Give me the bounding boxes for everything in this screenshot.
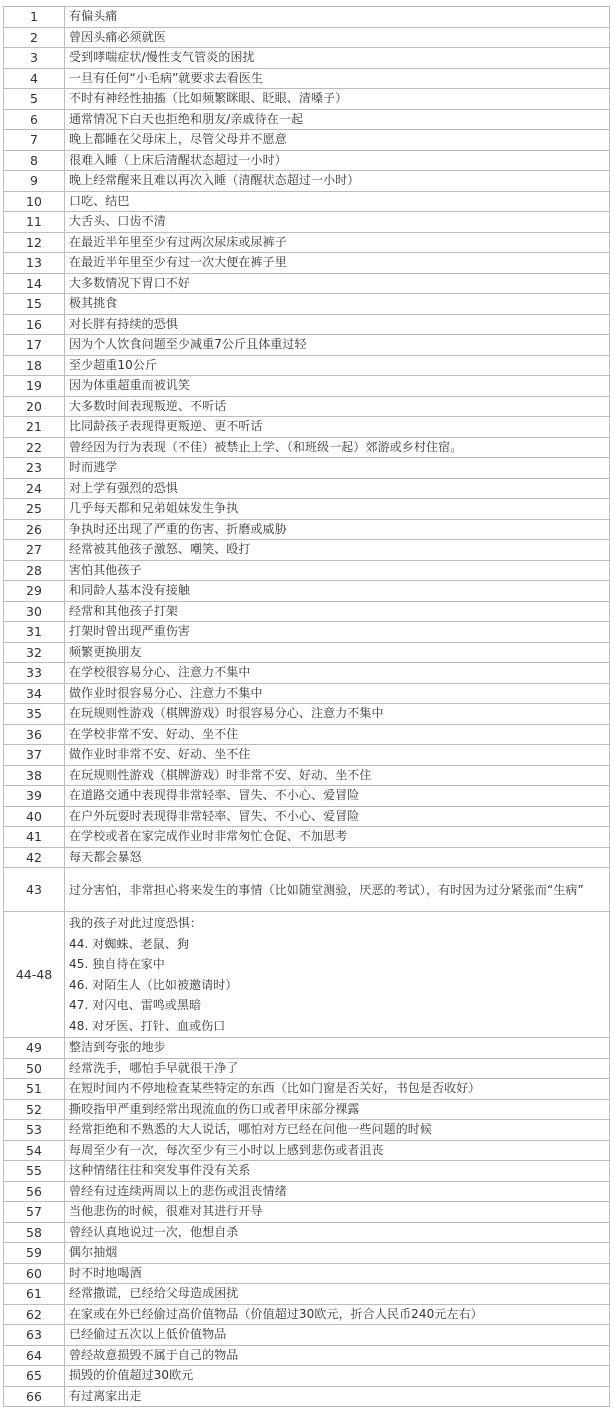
row-number: 52 <box>4 1099 65 1120</box>
row-text: 受到哮喘症状/慢性支气管炎的困扰 <box>65 48 610 69</box>
table-row <box>4 273 610 294</box>
row-number: 17 <box>4 335 65 356</box>
table-row <box>4 827 610 848</box>
row-number: 64 <box>4 1345 65 1366</box>
table-row <box>4 868 610 912</box>
row-text: 晚上经常醒来且难以再次入睡（清醒状态超过一小时） <box>65 171 610 192</box>
row-text: 在道路交通中表现得非常轻率、冒失、不小心、爱冒险 <box>65 786 610 807</box>
row-text: 大多数情况下胃口不好 <box>65 273 610 294</box>
row-number: 61 <box>4 1284 65 1305</box>
row-number: 1 <box>4 7 65 28</box>
row-number: 28 <box>4 560 65 581</box>
table-row <box>4 171 610 192</box>
table-row <box>4 130 610 151</box>
table-row <box>4 683 610 704</box>
table-row <box>4 212 610 233</box>
row-number: 41 <box>4 827 65 848</box>
row-number: 12 <box>4 232 65 253</box>
row-number: 25 <box>4 499 65 520</box>
table-row <box>4 912 610 1038</box>
row-number: 8 <box>4 150 65 171</box>
row-number: 23 <box>4 458 65 479</box>
row-text: 曾经认真地说过一次，他想自杀 <box>65 1222 610 1243</box>
row-number: 24 <box>4 478 65 499</box>
row-text: 已经偷过五次以上低价值物品 <box>65 1325 610 1346</box>
row-number: 33 <box>4 663 65 684</box>
row-text: 过分害怕，非常担心将来发生的事情（比如随堂测验，厌恶的考试），有时因为过分紧张而“生病” <box>65 868 610 912</box>
row-number: 66 <box>4 1386 65 1407</box>
row-number: 60 <box>4 1263 65 1284</box>
table-row <box>4 1099 610 1120</box>
row-text: 在最近半年里至少有过两次尿床或尿裤子 <box>65 232 610 253</box>
table-row <box>4 1366 610 1387</box>
row-number: 15 <box>4 294 65 315</box>
table-row <box>4 27 610 48</box>
table-row <box>4 847 610 868</box>
row-text: 整洁到夸张的地步 <box>65 1038 610 1059</box>
table-row <box>4 396 610 417</box>
row-number: 10 <box>4 191 65 212</box>
row-number: 38 <box>4 765 65 786</box>
row-text: 在最近半年里至少有过一次大便在裤子里 <box>65 253 610 274</box>
table-row <box>4 540 610 561</box>
row-text: 经常洗手，哪怕手早就很干净了 <box>65 1058 610 1079</box>
table-row <box>4 109 610 130</box>
table-row <box>4 1243 610 1264</box>
row-number: 20 <box>4 396 65 417</box>
row-number: 50 <box>4 1058 65 1079</box>
row-number: 29 <box>4 581 65 602</box>
table-row <box>4 89 610 110</box>
row-text: 有过离家出走 <box>65 1386 610 1407</box>
row-number: 56 <box>4 1181 65 1202</box>
row-number: 2 <box>4 27 65 48</box>
table-row <box>4 1386 610 1407</box>
table-row <box>4 499 610 520</box>
table-row <box>4 355 610 376</box>
table-row <box>4 458 610 479</box>
group-item: 48. 对牙医、打针、血或伤口 <box>69 1018 226 1033</box>
row-text: 每天都会暴怒 <box>65 847 610 868</box>
table-row <box>4 191 610 212</box>
row-text: 损毁的价值超过30欧元 <box>65 1366 610 1387</box>
row-number: 42 <box>4 847 65 868</box>
row-number: 54 <box>4 1140 65 1161</box>
row-text: 打架时曾出现严重伤害 <box>65 622 610 643</box>
row-text: 在家或在外已经偷过高价值物品（价值超过30欧元，折合人民币240元左右） <box>65 1304 610 1325</box>
table-row <box>4 1345 610 1366</box>
table-row <box>4 1304 610 1325</box>
row-number: 63 <box>4 1325 65 1346</box>
row-number: 6 <box>4 109 65 130</box>
row-text: 做作业时非常不安、好动、坐不住 <box>65 745 610 766</box>
table-row <box>4 1058 610 1079</box>
table-row <box>4 581 610 602</box>
row-number: 59 <box>4 1243 65 1264</box>
row-number: 18 <box>4 355 65 376</box>
row-text: 比同龄孩子表现得更叛逆、更不听话 <box>65 417 610 438</box>
row-text: 偶尔抽烟 <box>65 1243 610 1264</box>
row-text: 一旦有任何“小毛病”就要求去看医生 <box>65 68 610 89</box>
row-number: 11 <box>4 212 65 233</box>
row-number: 9 <box>4 171 65 192</box>
table-row <box>4 1263 610 1284</box>
row-text: 几乎每天都和兄弟姐妹发生争执 <box>65 499 610 520</box>
table-row <box>4 745 610 766</box>
row-number: 30 <box>4 601 65 622</box>
row-text: 在玩规则性游戏（棋牌游戏）时非常不安、好动、坐不住 <box>65 765 610 786</box>
row-text: 对上学有强烈的恐惧 <box>65 478 610 499</box>
table-row <box>4 417 610 438</box>
row-text: 争执时还出现了严重的伤害、折磨或威胁 <box>65 519 610 540</box>
row-text: 曾经有过连续两周以上的悲伤或沮丧情绪 <box>65 1181 610 1202</box>
table-row <box>4 642 610 663</box>
row-text: 时而逃学 <box>65 458 610 479</box>
row-text: 每周至少有一次，每次至少有三小时以上感到悲伤或者沮丧 <box>65 1140 610 1161</box>
row-number: 36 <box>4 724 65 745</box>
row-text: 在玩规则性游戏（棋牌游戏）时很容易分心、注意力不集中 <box>65 704 610 725</box>
row-text: 对长胖有持续的恐惧 <box>65 314 610 335</box>
row-text: 很难入睡（上床后清醒状态超过一小时） <box>65 150 610 171</box>
row-text: 经常被其他孩子激怒、嘲笑、殴打 <box>65 540 610 561</box>
table-row <box>4 663 610 684</box>
row-number: 35 <box>4 704 65 725</box>
row-text-group <box>65 912 610 1038</box>
row-text: 通常情况下白天也拒绝和朋友/亲戚待在一起 <box>65 109 610 130</box>
row-text: 撕咬指甲严重到经常出现流血的伤口或者甲床部分裸露 <box>65 1099 610 1120</box>
row-number: 43 <box>4 868 65 912</box>
table-row <box>4 1325 610 1346</box>
row-number: 37 <box>4 745 65 766</box>
table-row <box>4 294 610 315</box>
row-text: 时不时地喝酒 <box>65 1263 610 1284</box>
group-item: 45. 独自待在家中 <box>69 957 165 971</box>
table-row <box>4 786 610 807</box>
questionnaire-table <box>3 6 610 1407</box>
row-number: 4 <box>4 68 65 89</box>
table-row <box>4 560 610 581</box>
row-number: 55 <box>4 1161 65 1182</box>
row-text: 在学校非常不安、好动、坐不住 <box>65 724 610 745</box>
table-row <box>4 1079 610 1100</box>
group-item: 47. 对闪电、雷鸣或黑暗 <box>69 998 202 1012</box>
row-number: 40 <box>4 806 65 827</box>
row-number: 31 <box>4 622 65 643</box>
row-text: 经常和其他孩子打架 <box>65 601 610 622</box>
row-number: 7 <box>4 130 65 151</box>
row-number: 34 <box>4 683 65 704</box>
table-row <box>4 478 610 499</box>
group-intro: 我的孩子对此过度恐惧： <box>69 916 203 930</box>
row-number: 14 <box>4 273 65 294</box>
row-text: 极其挑食 <box>65 294 610 315</box>
table-row <box>4 622 610 643</box>
row-text: 在户外玩耍时表现得非常轻率、冒失、不小心、爱冒险 <box>65 806 610 827</box>
row-text: 大多数时间表现叛逆、不听话 <box>65 396 610 417</box>
row-text: 大舌头、口齿不清 <box>65 212 610 233</box>
table-row <box>4 7 610 28</box>
row-number: 49 <box>4 1038 65 1059</box>
table-row <box>4 253 610 274</box>
table-row <box>4 765 610 786</box>
row-number: 13 <box>4 253 65 274</box>
row-number: 53 <box>4 1120 65 1141</box>
row-text: 经常撒谎，已经给父母造成困扰 <box>65 1284 610 1305</box>
row-text: 在学校很容易分心、注意力不集中 <box>65 663 610 684</box>
table-row <box>4 1140 610 1161</box>
row-text: 因为个人饮食问题至少减重7公斤且体重过轻 <box>65 335 610 356</box>
row-text: 曾经因为行为表现（不佳）被禁止上学、（和班级一起）郊游或乡村住宿。 <box>65 437 610 458</box>
row-text: 因为体重超重而被讥笑 <box>65 376 610 397</box>
row-text: 这种情绪往往和突发事件没有关系 <box>65 1161 610 1182</box>
table-body-part-1 <box>4 7 610 868</box>
table-row <box>4 48 610 69</box>
row-text: 和同龄人基本没有接触 <box>65 581 610 602</box>
table-row <box>4 150 610 171</box>
group-item: 46. 对陌生人（比如被邀请时） <box>69 977 238 992</box>
table-row <box>4 806 610 827</box>
table-row <box>4 704 610 725</box>
table-row <box>4 437 610 458</box>
row-number: 21 <box>4 417 65 438</box>
row-text: 至少超重10公斤 <box>65 355 610 376</box>
row-text: 不时有神经性抽搐（比如频繁眯眼、眨眼、清嗓子） <box>65 89 610 110</box>
table-row <box>4 376 610 397</box>
table-row <box>4 1120 610 1141</box>
table-body-part-3 <box>4 1038 610 1407</box>
table-row <box>4 724 610 745</box>
row-number: 44-48 <box>4 912 65 1038</box>
table-row <box>4 1202 610 1223</box>
table-row <box>4 601 610 622</box>
table-row <box>4 1284 610 1305</box>
row-text: 晚上都睡在父母床上，尽管父母并不愿意 <box>65 130 610 151</box>
row-text: 曾因头痛必须就医 <box>65 27 610 48</box>
row-number: 39 <box>4 786 65 807</box>
row-text: 当他悲伤的时候，很难对其进行开导 <box>65 1202 610 1223</box>
table-row <box>4 519 610 540</box>
row-number: 22 <box>4 437 65 458</box>
row-text: 做作业时很容易分心、注意力不集中 <box>65 683 610 704</box>
row-number: 58 <box>4 1222 65 1243</box>
row-number: 26 <box>4 519 65 540</box>
table-row <box>4 1222 610 1243</box>
row-text: 口吃、结巴 <box>65 191 610 212</box>
group-item: 44. 对蜘蛛、老鼠、狗 <box>69 936 190 951</box>
row-number: 19 <box>4 376 65 397</box>
row-text: 在短时间内不停地检查某些特定的东西（比如门窗是否关好，书包是否收好） <box>65 1079 610 1100</box>
row-number: 51 <box>4 1079 65 1100</box>
row-number: 3 <box>4 48 65 69</box>
table-body-part-2 <box>4 868 610 1038</box>
row-number: 27 <box>4 540 65 561</box>
row-number: 62 <box>4 1304 65 1325</box>
row-text: 频繁更换朋友 <box>65 642 610 663</box>
row-text: 在学校或者在家完成作业时非常匆忙仓促、不加思考 <box>65 827 610 848</box>
table-row <box>4 68 610 89</box>
row-text: 有偏头痛 <box>65 7 610 28</box>
table-row <box>4 232 610 253</box>
row-text: 害怕其他孩子 <box>65 560 610 581</box>
row-number: 16 <box>4 314 65 335</box>
row-text: 经常拒绝和不熟悉的大人说话，哪怕对方已经在问他一些问题的时候 <box>65 1120 610 1141</box>
table-row <box>4 314 610 335</box>
row-number: 65 <box>4 1366 65 1387</box>
table-row <box>4 1038 610 1059</box>
row-number: 32 <box>4 642 65 663</box>
row-number: 5 <box>4 89 65 110</box>
table-row <box>4 1181 610 1202</box>
row-text: 曾经故意损毁不属于自己的物品 <box>65 1345 610 1366</box>
table-row <box>4 335 610 356</box>
row-number: 57 <box>4 1202 65 1223</box>
table-row <box>4 1161 610 1182</box>
